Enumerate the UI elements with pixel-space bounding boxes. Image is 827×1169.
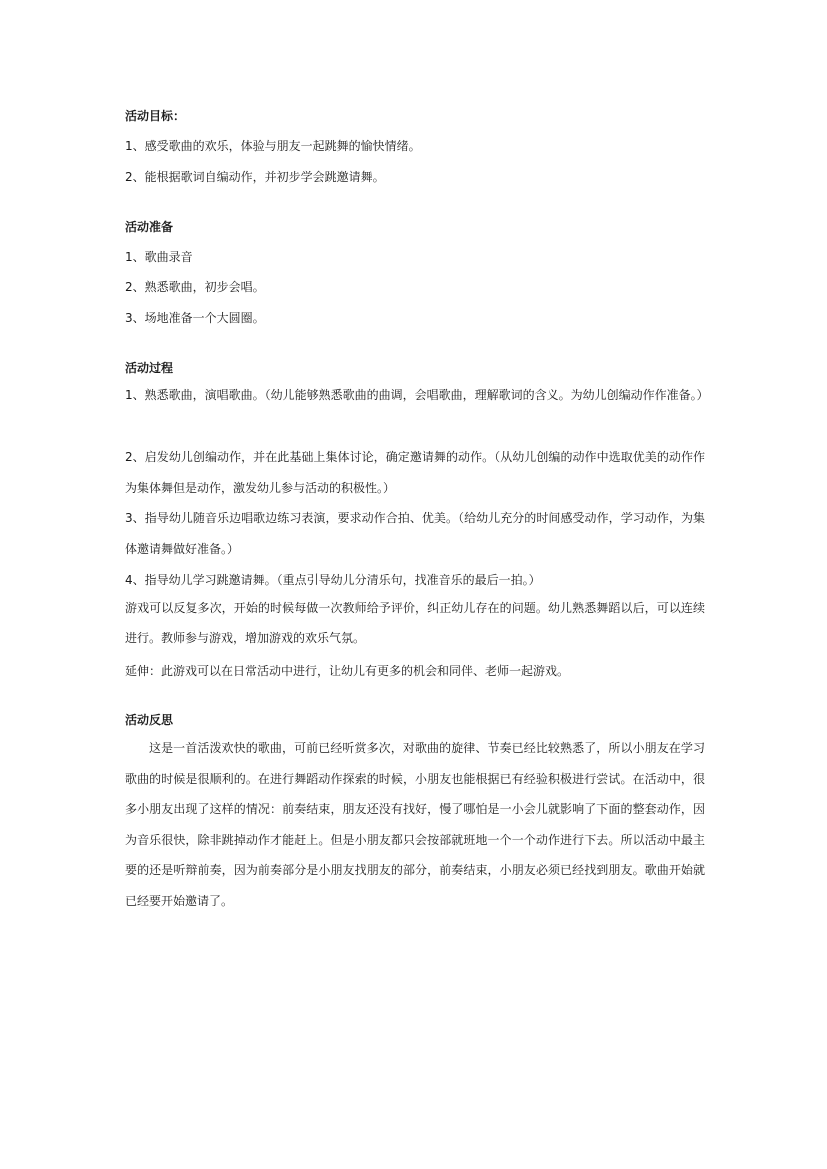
goal-item: 2、能根据歌词自编动作，并初步学会跳邀请舞。	[125, 170, 385, 184]
preparation-item: 2、熟悉歌曲，初步会唱。	[125, 280, 265, 294]
reflection-heading: 活动反思	[125, 713, 174, 727]
process-item: 2、启发幼儿创编动作，并在此基础上集体讨论，确定邀请舞的动作。（从幼儿创编的动作中选取优美的动作作为集体舞但是动作，激发幼儿参与活动的积极性。）	[125, 450, 705, 495]
process-item: 1、熟悉歌曲，演唱歌曲。（幼儿能够熟悉歌曲的曲调，会唱歌曲，理解歌词的含义。为幼儿创编动作作准备。）	[125, 388, 709, 402]
preparation-item: 3、场地准备一个大圆圈。	[125, 311, 265, 325]
process-extension: 延伸：此游戏可以在日常活动中进行，让幼儿有更多的机会和同伴、老师一起游戏。	[125, 664, 570, 678]
process-item: 3、指导幼儿随音乐边唱歌边练习表演，要求动作合拍、优美。（给幼儿充分的时间感受动作，学习动作，为集体邀请舞做好准备。）	[125, 511, 705, 556]
reflection-body: 这是一首活泼欢快的歌曲，可前已经听赏多次，对歌曲的旋律、节奏已经比较熟悉了，所以小朋友在学习歌曲的时候是很顺利的。在进行舞蹈动作探索的时候，小朋友也能根据已有经验积极进行尝试。在活动中，很多小朋友出现了这样的情况：前奏结束，朋友还没有找好，慢了哪怕是一小会儿就影响了下面的整套动作，因为音乐很快，除非跳掉动作才能赶上。但是小朋友都只会按部就班地一个一个动作进行下去。所以活动中最主要的还是听辩前奏，因为前奏部分是小朋友找朋友的部分，前奏结束，小朋友必须已经找到朋友。歌曲开始就已经要开始邀请了。	[125, 741, 705, 908]
document-page	[125, 0, 709, 1169]
goal-item: 1、感受歌曲的欢乐，体验与朋友一起跳舞的愉快情绪。	[125, 139, 421, 153]
preparation-heading: 活动准备	[125, 220, 174, 234]
process-note: 游戏可以反复多次，开始的时候每做一次教师给予评价，纠正幼儿存在的问题。幼儿熟悉舞蹈以后，可以连续进行。教师参与游戏，增加游戏的欢乐气氛。	[125, 601, 705, 645]
preparation-item: 1、歌曲录音	[125, 250, 193, 264]
process-item: 4、指导幼儿学习跳邀请舞。（重点引导幼儿分清乐句，找准音乐的最后一拍。）	[125, 573, 541, 587]
goals-heading: 活动目标：	[125, 109, 186, 123]
process-heading: 活动过程	[125, 361, 174, 375]
